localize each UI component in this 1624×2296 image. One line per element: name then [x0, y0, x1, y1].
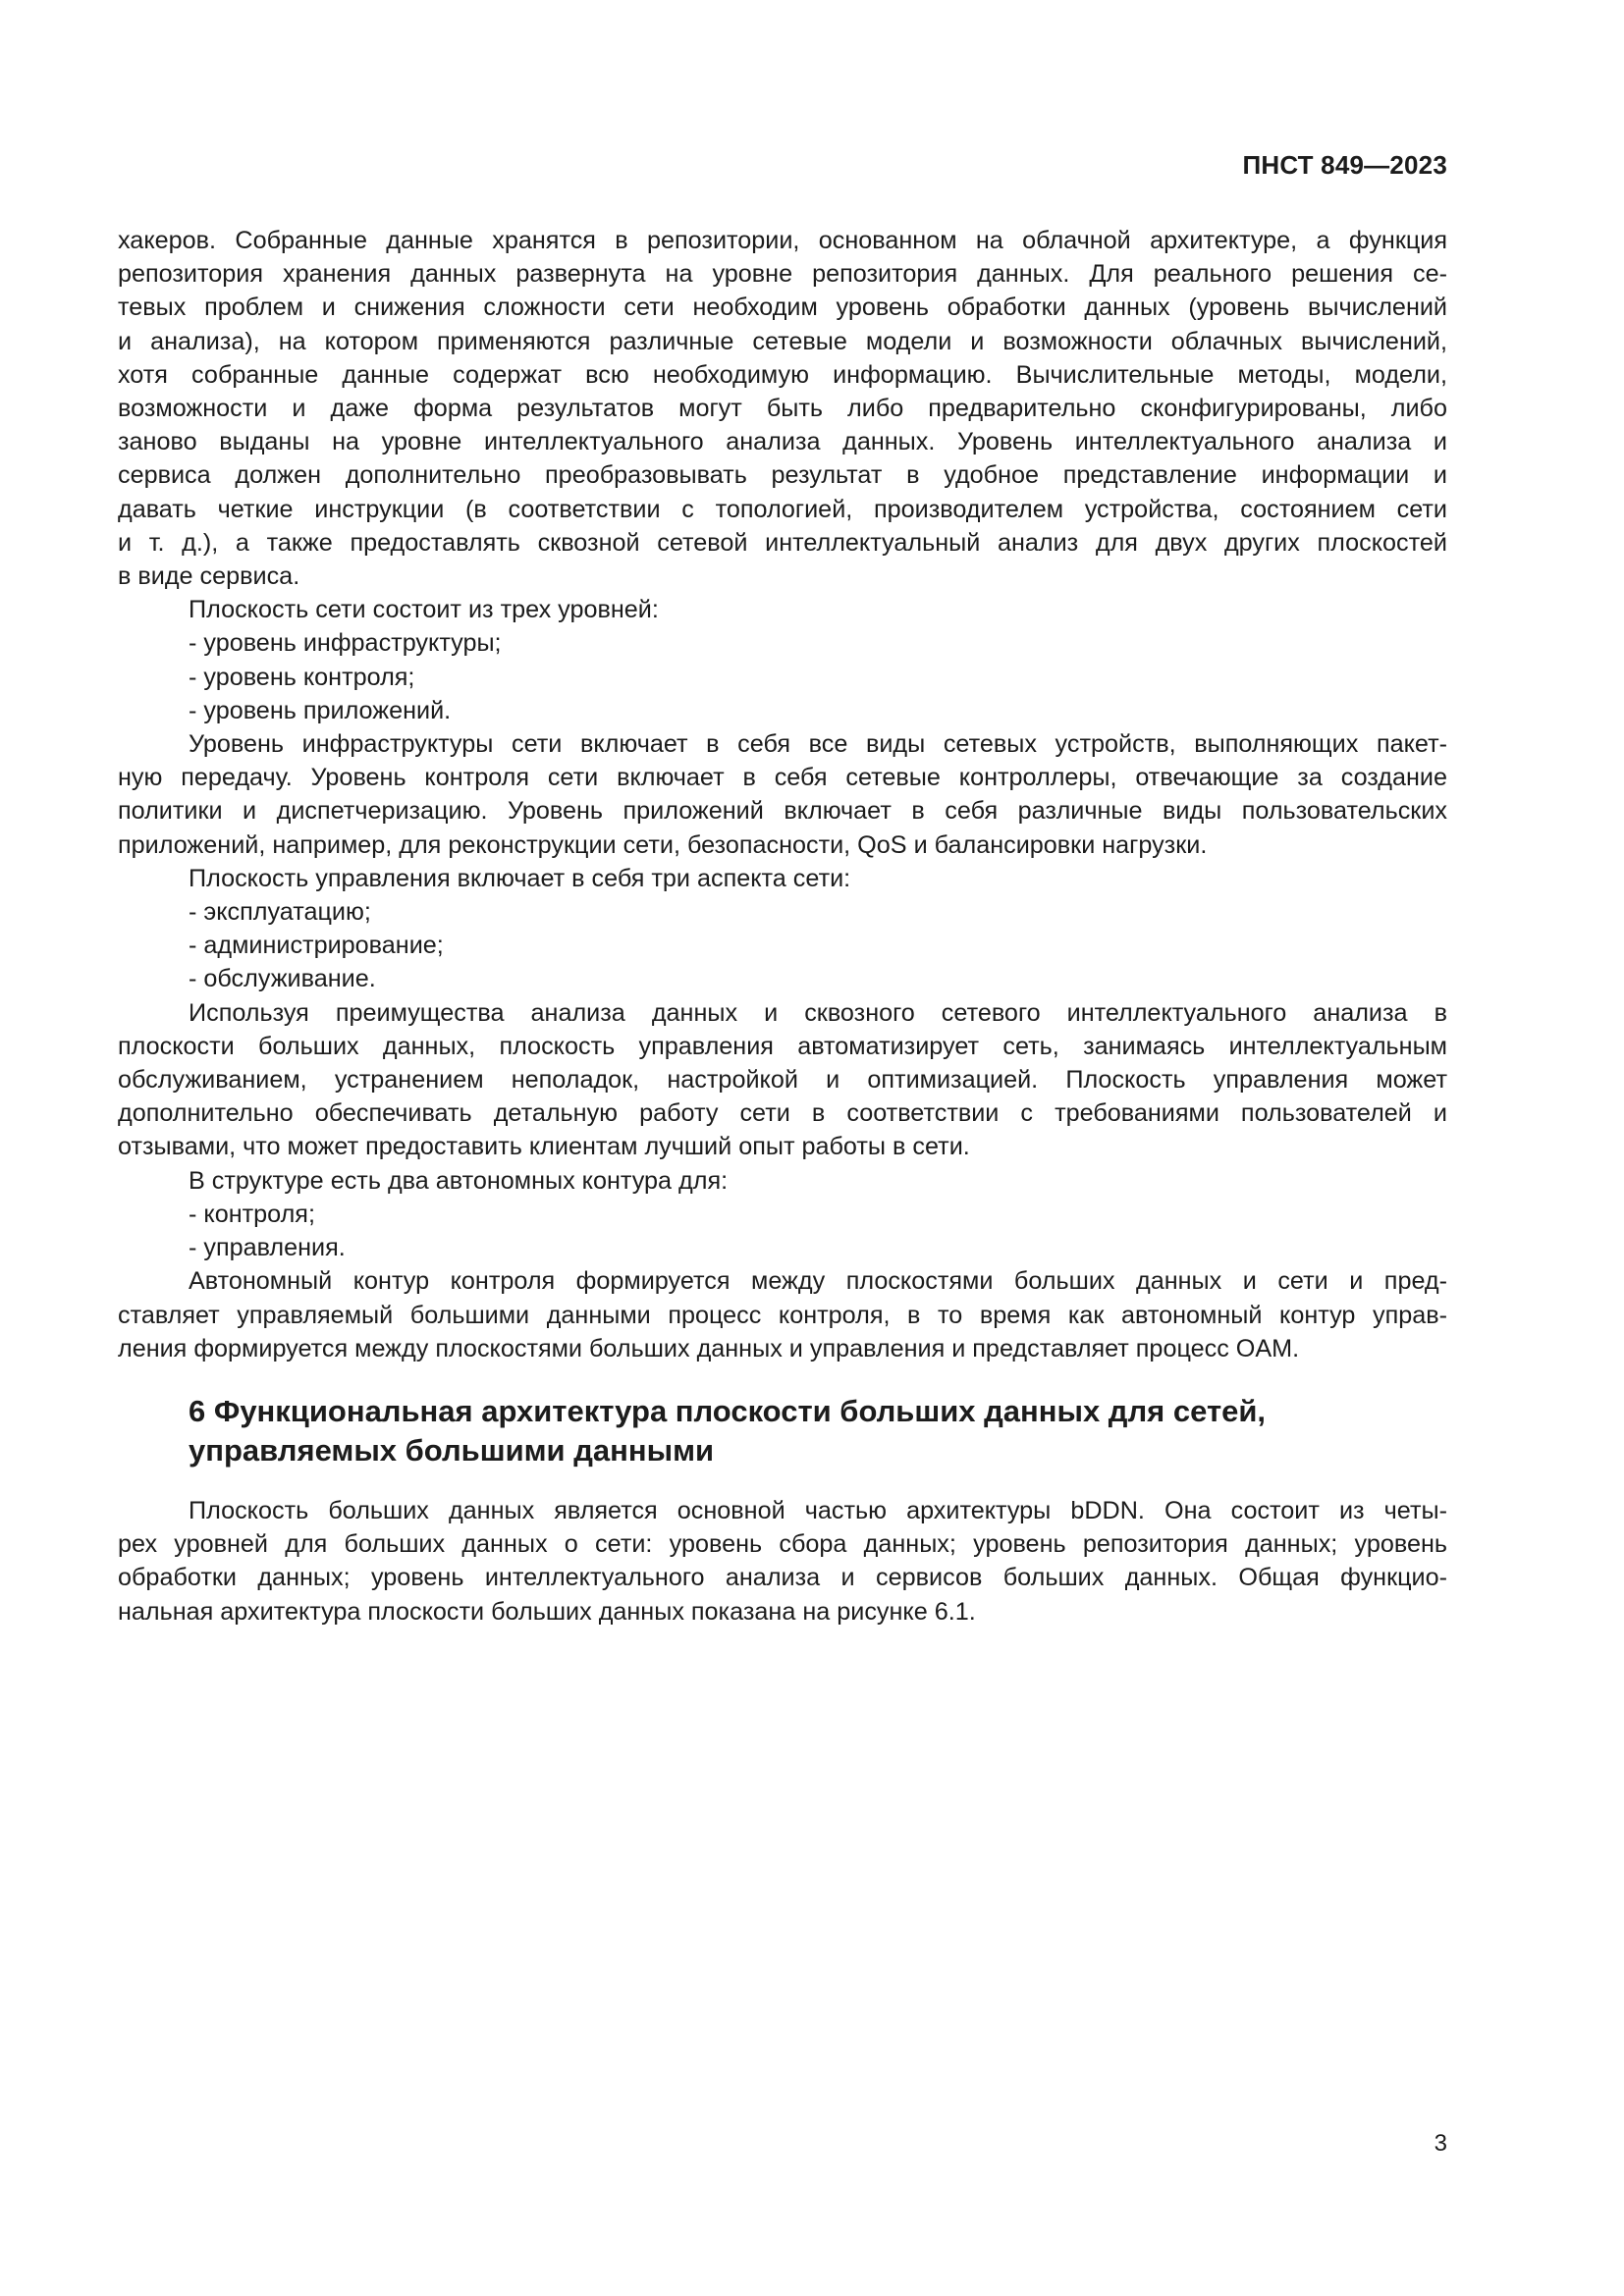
document-code: ПНСТ 849—2023 — [1242, 150, 1447, 180]
text-line: заново выданы на уровне интеллектуального анализа данных. Уровень интеллектуального анализа и — [118, 428, 1447, 456]
network-plane-intro: Плоскость сети состоит из трех уровней: — [189, 596, 659, 624]
paragraph-network-levels — [118, 727, 1447, 862]
text-line: обработки данных; уровень интеллектуального анализа и сервисов больших данных. Общая функцио- — [118, 1564, 1447, 1592]
text-line: отзывами, что может предоставить клиентам лучший опыт работы в сети. — [118, 1133, 970, 1161]
text-line: нальная архитектура плоскости больших данных показана на рисунке 6.1. — [118, 1597, 976, 1626]
text-line: в виде сервиса. — [118, 562, 300, 591]
paragraph-bigdata-layers — [118, 224, 1447, 593]
text-line: Уровень инфраструктуры сети включает в себя все виды сетевых устройств, выполняющих пакет- — [189, 730, 1447, 759]
section-6-body — [118, 1494, 1447, 1629]
list-item: - уровень контроля; — [189, 663, 415, 691]
management-aspects-list — [118, 895, 1447, 996]
text-line: и анализа), на котором применяются различные сетевые модели и возможности облачных вычислений, — [118, 327, 1447, 355]
text-line: сервиса должен дополнительно преобразовывать результат в удобное представление информации и — [118, 461, 1447, 490]
list-item: - уровень приложений. — [189, 696, 452, 724]
text-line: ставляет управляемый большими данными процесс контроля, в то время как автономный контур управ- — [118, 1301, 1447, 1329]
text-line: хотя собранные данные содержат всю необходимую информацию. Вычислительные методы, модели, — [118, 360, 1447, 389]
text-line: политики и диспетчеризацию. Уровень приложений включает в себя различные виды пользовательских — [118, 797, 1447, 826]
text-line: дополнительно обеспечивать детальную работу сети в соответствии с требованиями пользователей и — [118, 1099, 1447, 1128]
heading-line: управляемых большими данными — [189, 1433, 715, 1468]
paragraph-management-plane — [118, 996, 1447, 1164]
text-line: приложений, например, для реконструкции сети, безопасности, QoS и балансировки нагрузки. — [118, 830, 1208, 859]
main-text — [118, 224, 1447, 1365]
text-line: Плоскость больших данных является основной частью архитектуры bDDN. Она состоит из четы- — [189, 1497, 1447, 1524]
autonomous-loops-intro: В структуре есть два автономных контура для: — [189, 1166, 729, 1195]
list-item: - контроля; — [189, 1200, 315, 1228]
text-line: плоскости больших данных, плоскость управления автоматизирует сеть, занимаясь интеллектуальным — [118, 1032, 1447, 1060]
text-line: и т. д.), а также предоставлять сквозной сетевой интеллектуальный анализ для двух других плоскостей — [118, 528, 1447, 557]
text-line: репозитория хранения данных развернута на уровне репозитория данных. Для реального решения се- — [118, 260, 1447, 289]
list-item: - обслуживание. — [189, 965, 376, 993]
paragraph-autonomous-loops — [118, 1264, 1447, 1365]
text-line: рех уровней для больших данных о сети: уровень сбора данных; уровень репозитория данных; уровень — [118, 1530, 1447, 1559]
section-6-heading — [189, 1392, 1455, 1470]
text-line: тевых проблем и снижения сложности сети необходим уровень обработки данных (уровень вычислений — [118, 294, 1447, 322]
list-item: - уровень инфраструктуры; — [189, 629, 502, 658]
page-number: 3 — [1434, 2130, 1447, 2157]
text-line: хакеров. Собранные данные хранятся в репозитории, основанном на облачной архитектуре, а функция — [118, 227, 1447, 254]
text-line: Используя преимущества анализа данных и сквозного сетевого интеллектуального анализа в — [189, 998, 1447, 1027]
list-item: - эксплуатацию; — [189, 898, 371, 927]
text-line: давать четкие инструкции (в соответствии с топологией, производителем устройства, состоянием сети — [118, 495, 1447, 523]
autonomous-loops-list — [118, 1198, 1447, 1264]
text-line: обслуживанием, устранением неполадок, настройкой и оптимизацией. Плоскость управления может — [118, 1066, 1447, 1095]
management-plane-intro: Плоскость управления включает в себя три аспекта сети: — [189, 864, 851, 892]
list-item: - управления. — [189, 1234, 346, 1262]
text-line: возможности и даже форма результатов могут быть либо предварительно сконфигурированы, либо — [118, 395, 1447, 423]
network-levels-list — [118, 626, 1447, 727]
text-line: Автономный контур контроля формируется между плоскостями больших данных и сети и пред- — [189, 1267, 1447, 1296]
text-line: ную передачу. Уровень контроля сети включает в себя сетевые контроллеры, отвечающие за создание — [118, 764, 1447, 792]
list-item: - администрирование; — [189, 932, 444, 960]
heading-line: 6 Функциональная архитектура плоскости больших данных для сетей, — [189, 1394, 1267, 1428]
text-line: ления формируется между плоскостями больших данных и управления и представляет процесс OAM. — [118, 1334, 1300, 1362]
